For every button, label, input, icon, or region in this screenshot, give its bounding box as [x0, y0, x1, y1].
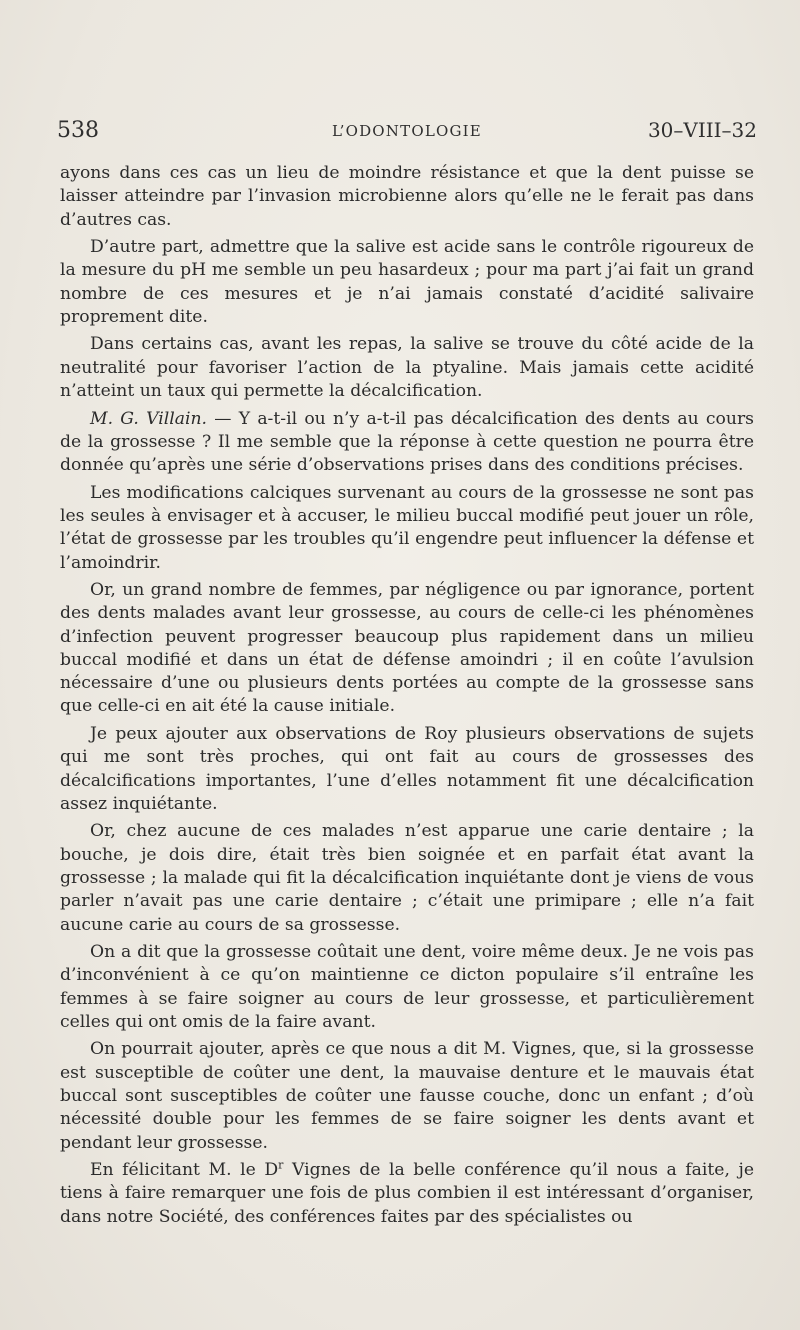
journal-title: L’ODONTOLOGIE	[332, 122, 482, 140]
paragraph-salive-acide: D’autre part, admettre que la salive est acide sans le contrôle rigoureux de la mesure du pH me semble un peu hasardeux ; pour ma part j’ai fait un grand nombre de ces mesures et je n’ai jamais constaté d’acidité salivaire proprement dite.	[60, 237, 754, 327]
issue-date: 30–VIII–32	[647, 118, 757, 142]
text-after: Vignes de la belle conférence qu’il nous a faite, je tiens à faire remarquer une fois de plus combien il est intéressant d’organiser, dans notre Société, des conférences faites par des spécialistes ou	[60, 1160, 755, 1227]
paragraph-continuation: ayons dans ces cas un lieu de moindre résistance et que la dent puisse se laisser atteindre par l’invasion microbienne alors qu’elle ne le ferait pas dans d’autres cas.	[60, 163, 754, 230]
paragraph-modifications-calciques: Les modifications calciques survenant au cours de la grossesse ne sont pas les seules à envisager et à accuser, le milieu buccal modifié peut jouer un rôle, l’état de grossesse par les troubles qu’il engendre peut influencer la défense et l’amoindrir.	[60, 482, 754, 573]
running-header	[57, 118, 757, 148]
paragraph-aucune-carie: Or, chez aucune de ces malades n’est apparue une carie dentaire ; la bouche, je dois dire, était très bien soignée et en parfait état avant la grossesse ; la malade qui fit la décalcification inquiétante dont je viens de vous parler n’avait pas une carie dentaire ; c’était une primipare ; elle n’a fait aucune carie au cours de sa grossesse.	[60, 821, 754, 935]
superscript-r: r	[278, 1158, 284, 1172]
speaker-text: — Y a-t-il ou n’y a-t-il pas décalcification des dents au cours de la grossesse ? Il me semble que la réponse à cette question ne pourra être donnée qu’après une série d’observations prises dans des conditions précises.	[60, 408, 754, 476]
page-number: 538	[57, 118, 99, 143]
paragraph-felicitations	[60, 1159, 754, 1229]
paragraph-dents-malades: Or, un grand nombre de femmes, par négligence ou par ignorance, portent des dents malades avant leur grossesse, au cours de celle-ci les phénomènes d’infection peuvent progresser beaucoup plus rapidement dans un milieu buccal modifié et dans un état de défense amoindri ; il en coûte l’avulsion nécessaire d’une ou plusieurs dents portées au compte de la grossesse sans que celle-ci en ait été la cause initiale.	[60, 579, 754, 717]
paragraph-villain-intervention	[60, 408, 754, 478]
text-before: En félicitant M. le D	[90, 1160, 279, 1181]
article-body	[60, 162, 754, 1233]
paragraph-fausse-couche: On pourrait ajouter, après ce que nous a dit M. Vignes, que, si la grossesse est susceptible de coûter une dent, la mauvaise denture et le mauvais état buccal sont susceptibles de coûter une fausse couche, donc un enfant ; d’où nécessité double pour les femmes de se faire soigner les dents avant et pendant leur grossesse.	[60, 1039, 754, 1153]
paragraph-dicton-populaire: On a dit que la grossesse coûtait une dent, voire même deux. Je ne vois pas d’inconvénient à ce qu’on maintienne ce dicton populaire s’il entraîne les femmes à se faire soigner au cours de leur grossesse, et particulièrement celles qui ont omis de la faire avant.	[60, 942, 754, 1032]
speaker-name: M. G. Villain.	[90, 408, 208, 429]
paragraph-observations-roy: Je peux ajouter aux observations de Roy plusieurs observations de sujets qui me sont très proches, qui ont fait au cours de grossesses des décalcifications importantes, l’une d’elles notamment fit une décalcification assez inquiétante.	[60, 723, 754, 814]
paragraph-ptyaline: Dans certains cas, avant les repas, la salive se trouve du côté acide de la neutralité pour favoriser l’action de la ptyaline. Mais jamais cette acidité n’atteint un taux qui permette la décalcification.	[60, 334, 754, 402]
